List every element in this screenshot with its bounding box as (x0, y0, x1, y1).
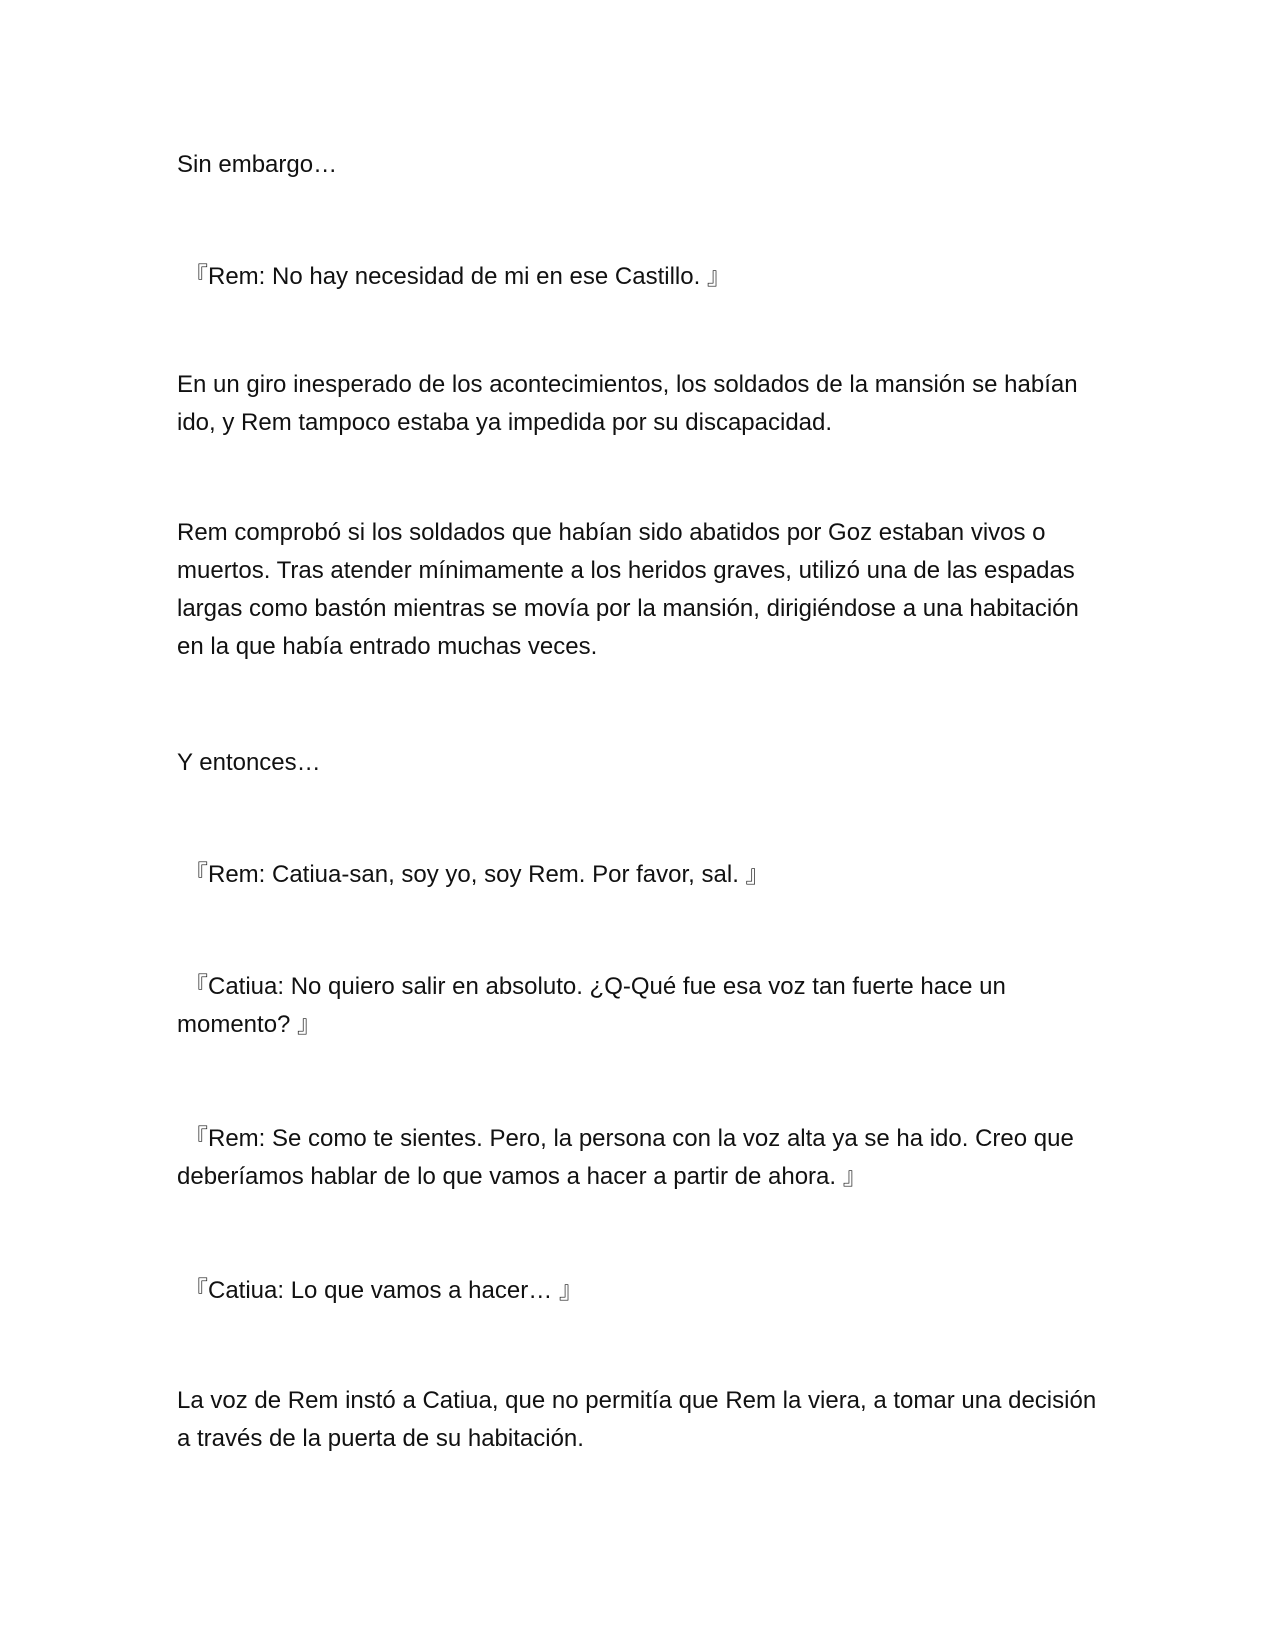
narration-paragraph: Y entonces… (177, 749, 321, 776)
narration-paragraph: La voz de Rem instó a Catiua, que no permitía que Rem la viera, a tomar una decisión a través de la puerta de su habitación. (177, 1387, 1097, 1452)
narration-paragraph: Sin embargo… (177, 151, 338, 178)
dialogue-line: 『Rem: Catiua-san, soy yo, soy Rem. Por favor, sal. 』 (184, 861, 770, 888)
dialogue-line: 『Rem: No hay necesidad de mi en ese Castillo. 』 (184, 263, 731, 290)
dialogue-line: 『Catiua: No quiero salir en absoluto. ¿Q-Qué fue esa voz tan fuerte hace un momento? 』 (177, 973, 1006, 1038)
dialogue-line: 『Catiua: Lo que vamos a hacer… 』 (184, 1277, 583, 1304)
dialogue-line: 『Rem: Se como te sientes. Pero, la persona con la voz alta ya se ha ido. Creo que deberíamos hablar de lo que vamos a hacer a partir de ahora. 』 (177, 1125, 1074, 1190)
narration-paragraph: En un giro inesperado de los acontecimientos, los soldados de la mansión se habían ido, y Rem tampoco estaba ya impedida por su discapacidad. (177, 371, 1078, 436)
narration-paragraph: Rem comprobó si los soldados que habían sido abatidos por Goz estaban vivos o muertos. Tras atender mínimamente a los heridos graves, utilizó una de las espadas largas como bastón mientras se movía por la mansión, dirigiéndose a una habitación en la que había entrado muchas veces. (177, 519, 1079, 660)
